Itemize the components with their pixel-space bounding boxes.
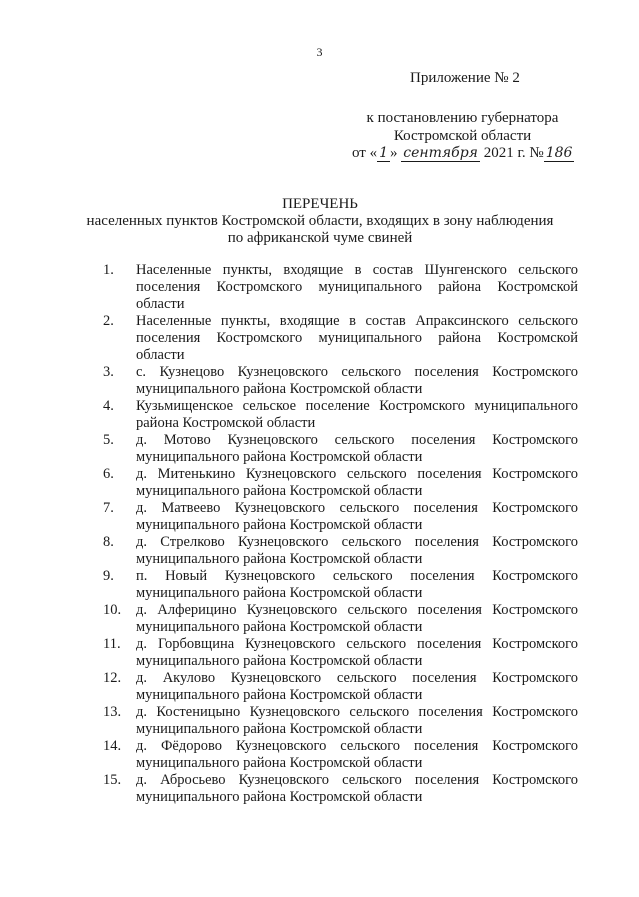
list-item-text: п. Новый Кузнецовского сельского поселения Костромского муниципального района Костромской области — [136, 568, 578, 601]
list-item — [103, 772, 578, 806]
decree-date-line — [352, 145, 574, 162]
date-prefix: от « — [352, 145, 378, 161]
list-item — [103, 670, 578, 704]
list-item-number: 8. — [103, 534, 114, 550]
list-item-number: 4. — [103, 398, 114, 414]
list-item-number: 5. — [103, 432, 114, 448]
date-mid: » — [390, 145, 398, 161]
title-heading: ПЕРЕЧЕНЬ — [282, 196, 358, 212]
decree-line-1: к постановлению губернатора — [366, 110, 559, 126]
decree-reference — [340, 109, 585, 145]
list-item-number: 3. — [103, 364, 114, 380]
list-item — [103, 364, 578, 398]
list-item — [103, 313, 578, 364]
list-item — [103, 466, 578, 500]
settlement-list — [103, 262, 578, 806]
list-item-text: Населенные пункты, входящие в состав Шунгенского сельского поселения Костромского муниципального района Костромской области — [136, 262, 578, 312]
date-day-handwritten: 1 — [379, 145, 389, 161]
list-item-text: Кузьмищенское сельское поселение Костромского муниципального района Костромской области — [136, 398, 578, 431]
list-item — [103, 432, 578, 466]
list-item-number: 11. — [103, 636, 121, 652]
list-item-number: 1. — [103, 262, 114, 278]
list-item-text: д. Акулово Кузнецовского сельского поселения Костромского муниципального района Костромской области — [136, 670, 578, 703]
list-item-text: Населенные пункты, входящие в состав Апраксинского сельского поселения Костромского муниципального района Костромской области — [136, 313, 578, 363]
list-item — [103, 262, 578, 313]
title-line-1: населенных пунктов Костромской области, входящих в зону наблюдения — [86, 213, 554, 229]
list-item — [103, 568, 578, 602]
list-item — [103, 534, 578, 568]
decree-number-handwritten: 186 — [545, 145, 573, 161]
list-item — [103, 602, 578, 636]
list-item-number: 14. — [103, 738, 122, 754]
list-item-text: д. Алферицино Кузнецовского сельского поселения Костромского муниципального района Костромской области — [136, 602, 578, 635]
list-item — [103, 738, 578, 772]
document-title — [60, 196, 580, 247]
list-item — [103, 636, 578, 670]
list-item-text: д. Мотово Кузнецовского сельского поселения Костромского муниципального района Костромской области — [136, 432, 578, 465]
list-item-text: д. Стрелково Кузнецовского сельского поселения Костромского муниципального района Костромской области — [136, 534, 578, 567]
list-item-number: 10. — [103, 602, 122, 618]
date-month-handwritten: сентября — [403, 145, 478, 161]
list-item-text: д. Костеницыно Кузнецовского сельского поселения Костромского муниципального района Костромской области — [136, 704, 578, 737]
list-item-number: 9. — [103, 568, 114, 584]
list-item-number: 7. — [103, 500, 114, 516]
list-item — [103, 398, 578, 432]
list-item-number: 15. — [103, 772, 122, 788]
date-year-text: 2021 г. № — [483, 145, 544, 161]
list-item — [103, 704, 578, 738]
appendix-label: Приложение № 2 — [410, 70, 520, 86]
list-item-number: 12. — [103, 670, 122, 686]
list-item-text: д. Матвеево Кузнецовского сельского поселения Костромского муниципального района Костромской области — [136, 500, 578, 533]
page-number: 3 — [316, 45, 323, 59]
list-item-number: 6. — [103, 466, 114, 482]
title-line-2: по африканской чуме свиней — [227, 230, 413, 246]
list-item — [103, 500, 578, 534]
list-item-number: 13. — [103, 704, 122, 720]
decree-line-2: Костромской области — [393, 128, 532, 144]
list-item-text: д. Абросьево Кузнецовского сельского поселения Костромского муниципального района Костромской области — [136, 772, 578, 805]
list-item-text: д. Митенькино Кузнецовского сельского поселения Костромского муниципального района Костромской области — [136, 466, 578, 499]
list-item-text: д. Горбовщина Кузнецовского сельского поселения Костромского муниципального района Костромской области — [136, 636, 578, 669]
list-item-number: 2. — [103, 313, 114, 329]
list-item-text: д. Фёдорово Кузнецовского сельского поселения Костромского муниципального района Костромской области — [136, 738, 578, 771]
list-item-text: с. Кузнецово Кузнецовского сельского поселения Костромского муниципального района Костромской области — [136, 364, 578, 397]
